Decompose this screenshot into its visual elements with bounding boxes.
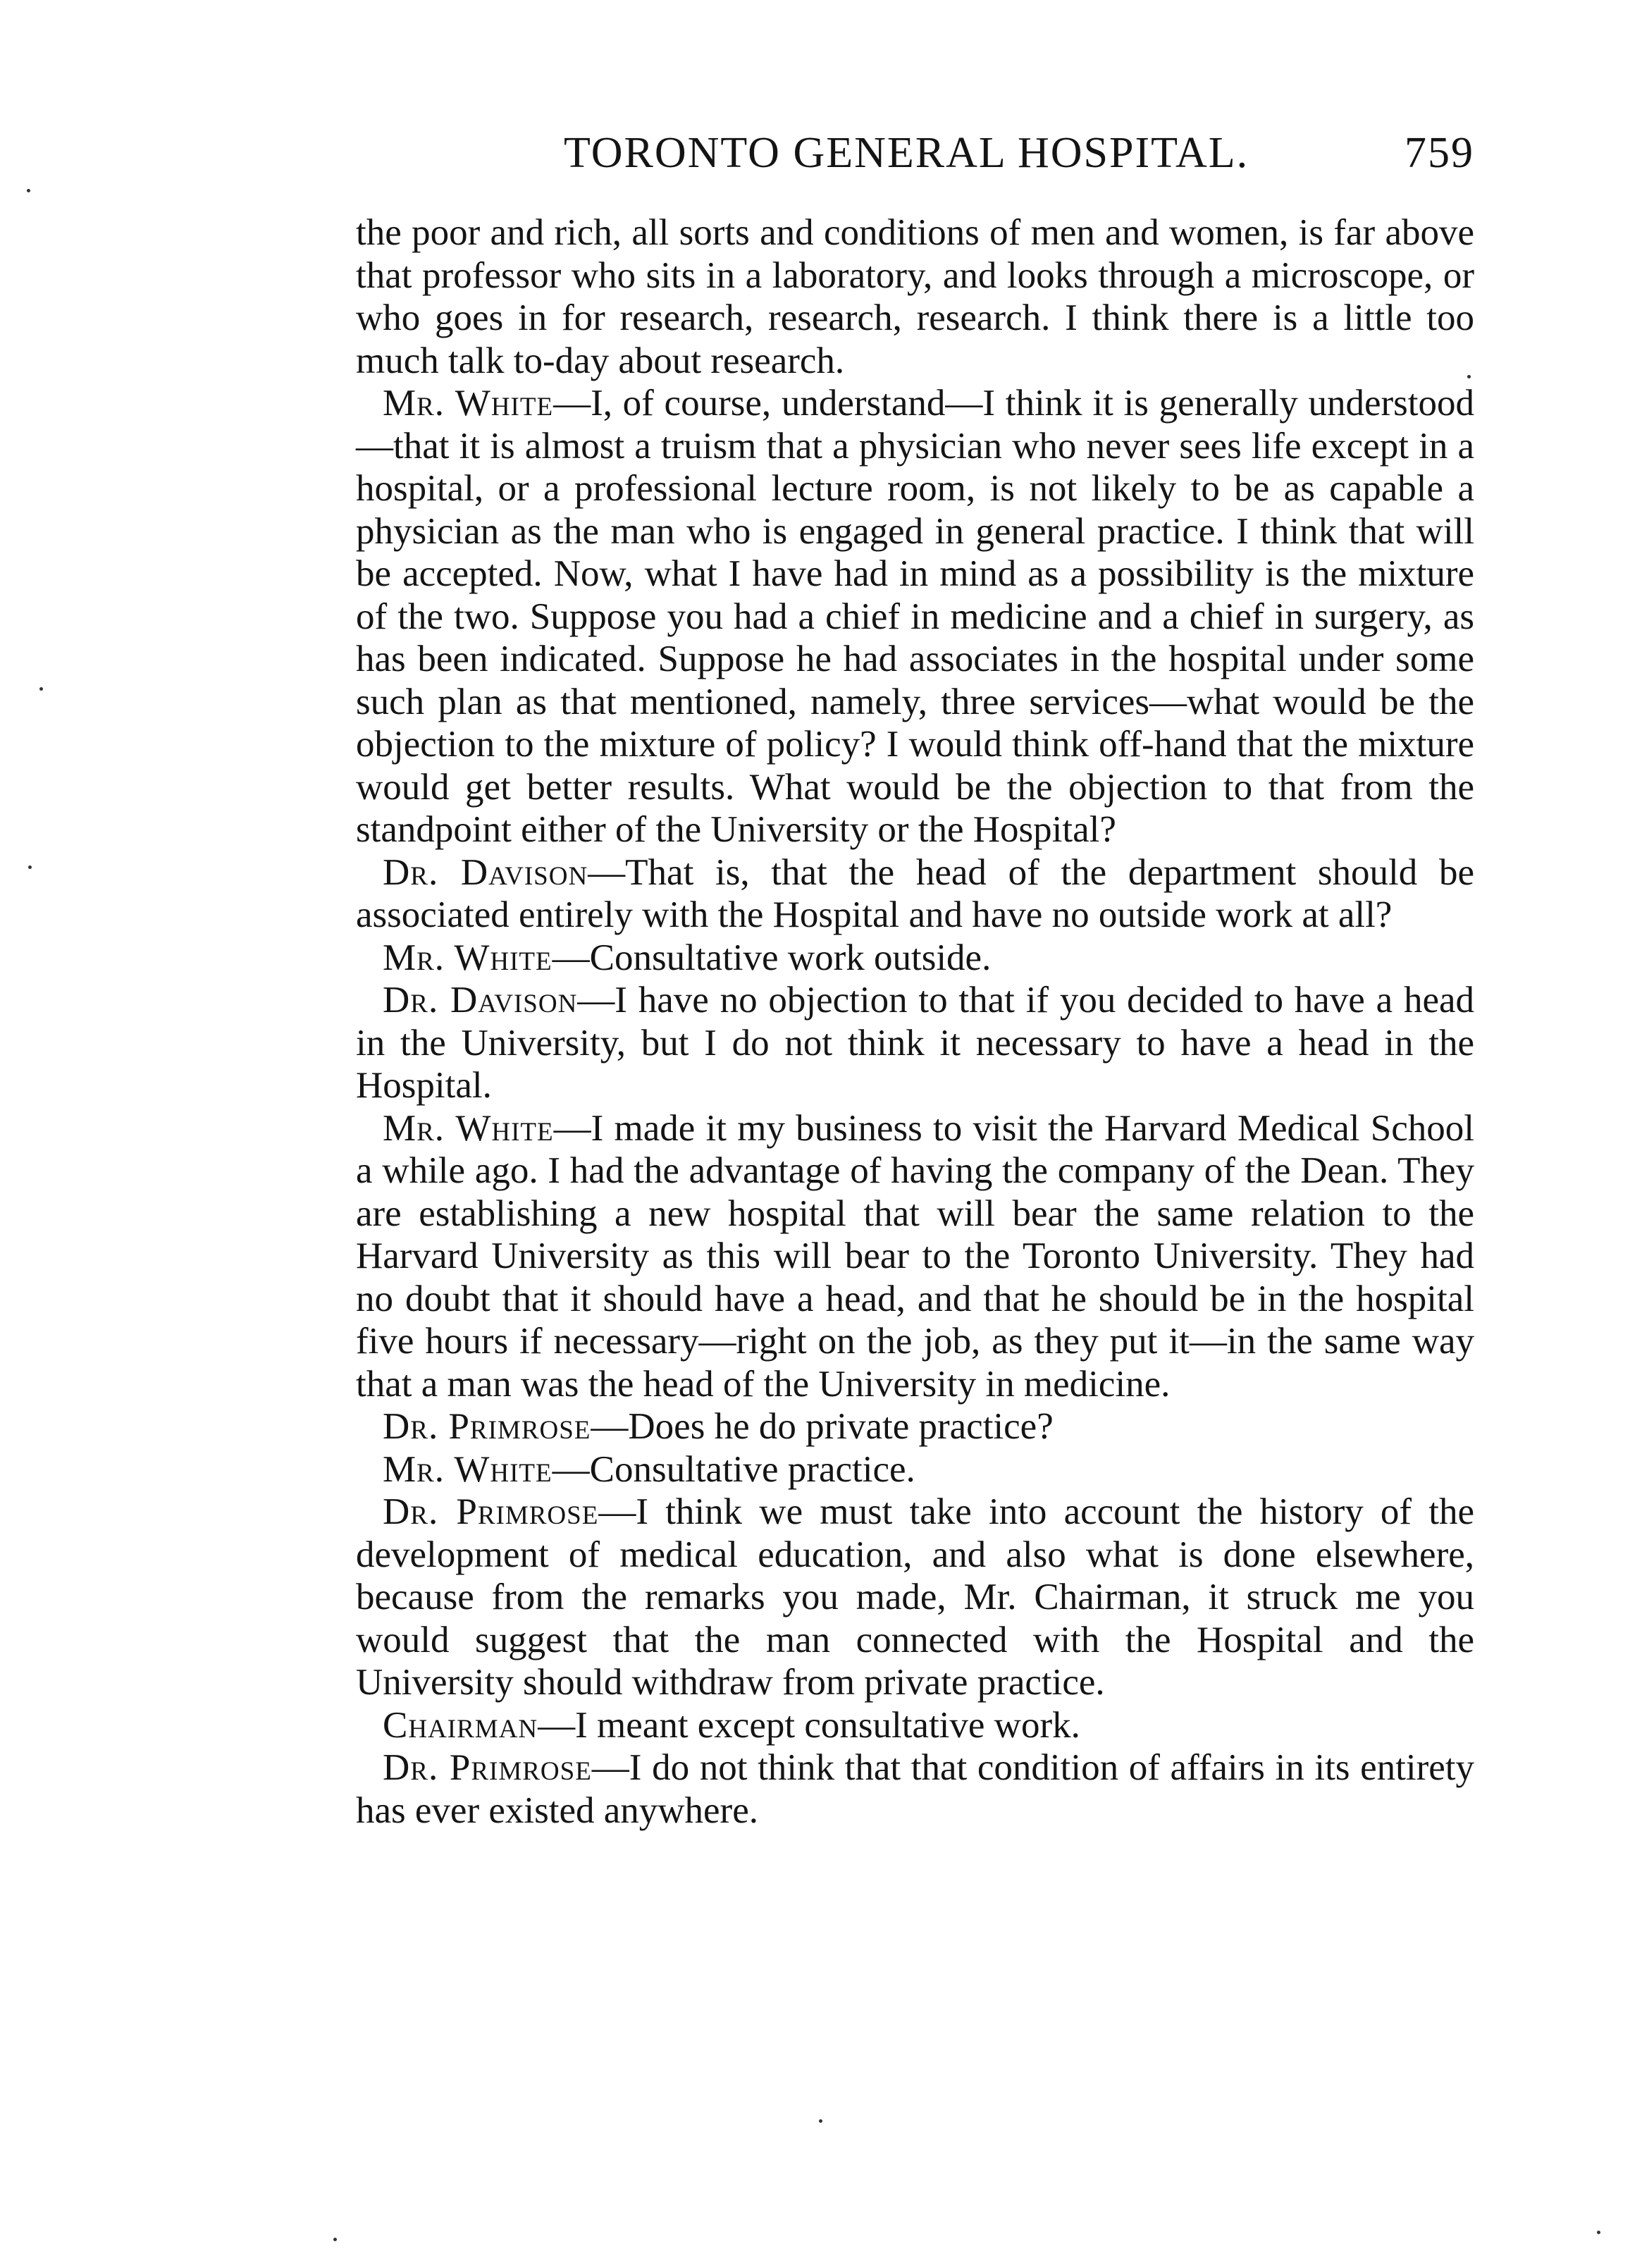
speaker-name: Mr. White (383, 937, 553, 978)
speaker-name: Dr. Primrose (383, 1747, 592, 1788)
paragraph-text: the poor and rich, all sorts and conditions of men and women, is far above that professor who sits in a laboratory, and looks through a microscope, or who goes in for research, research, research. I think there is a little too much talk to-day about research. (356, 212, 1474, 381)
speaker-name: Dr. Davison (383, 851, 588, 893)
paragraph-mr-white (356, 937, 1474, 980)
scan-speck (27, 189, 30, 192)
paragraph-text: —I think we must take into account the history of the development of medical education, and also what is done elsewhere, because from the remarks you made, Mr. Chairman, it struck me you would suggest that the man connected with the Hospital and the University should withdraw from private practice. (356, 1491, 1475, 1703)
page-number: 759 (1405, 129, 1474, 177)
speaker-name: Mr. White (383, 383, 554, 424)
paragraph-mr-white (356, 1107, 1474, 1406)
paragraph-text: —Consultative practice. (552, 1448, 915, 1490)
scan-speck (819, 2119, 822, 2123)
scan-speck (333, 2238, 337, 2241)
paragraph-text: —I meant except consultative work. (538, 1704, 1080, 1746)
paragraph-mr-white (356, 1448, 1474, 1491)
speaker-name: Dr. Davison (383, 980, 578, 1021)
speaker-name: Mr. White (383, 1448, 553, 1490)
paragraph-text: —I, of course, understand—I think it is generally understood—that it is almost a truism that a physician who never sees life except in a hospital, or a professional lecture room, is not likely to be as capable a physician as the man who is engaged in general practice. I think that will be accepted. Now, what I have had in mind as a possibility is the mixture of the two. Suppose you had a chief in medicine and a chief in surgery, as has been indicated. Suppose he had associates in the hospital under some such plan as that mentioned, namely, three services—what would be the objection to the mixture of policy? I would think off-hand that the mixture would get better results. What would be the objection to that from the standpoint either of the University or the Hospital? (356, 383, 1474, 850)
scan-speck (1467, 375, 1471, 378)
scan-speck (39, 687, 43, 691)
paragraph-dr-primrose (356, 1746, 1474, 1832)
paragraph-text: —Does he do private practice? (591, 1406, 1054, 1447)
paragraph-text: —I have no objection to that if you decided to have a head in the University, but I do not think it necessary to have a head in the Hospital. (356, 980, 1474, 1106)
speaker-name: Dr. Primrose (383, 1491, 599, 1532)
paragraph-dr-davison (356, 979, 1474, 1107)
speaker-name: Dr. Primrose (383, 1406, 591, 1447)
body-text (356, 211, 1474, 1832)
paragraph-mr-white (356, 382, 1474, 851)
running-head (352, 121, 1474, 185)
paragraph-dr-primrose (356, 1405, 1474, 1448)
paragraph-text: —That is, that the head of the department should be associated entirely with the Hospital and have no outside work at all? (356, 851, 1474, 935)
paragraph-text: —I made it my business to visit the Harvard Medical School a while ago. I had the advantage of having the company of the Dean. They are establishing a new hospital that will bear the same relation to the Harvard University as this will bear to the Toronto University. They had no doubt that it should have a head, and that he should be in the hospital five hours if necessary—right on the job, as they put it—in the same way that a man was the head of the University in medicine. (356, 1107, 1474, 1405)
speaker-name: Mr. White (383, 1107, 554, 1149)
scan-speck (28, 865, 32, 869)
paragraph-text: —Consultative work outside. (552, 937, 992, 978)
paragraph-dr-primrose (356, 1491, 1474, 1704)
paragraph-dr-davison (356, 851, 1474, 937)
paragraph-continuation (356, 211, 1474, 382)
paragraph-text: —I do not think that that condition of affairs in its entirety has ever existed anywhere. (356, 1747, 1474, 1831)
paragraph-chairman (356, 1704, 1474, 1747)
scan-speck (1597, 2231, 1600, 2234)
speaker-name: Chairman (383, 1704, 538, 1746)
running-title: TORONTO GENERAL HOSPITAL. (564, 129, 1249, 177)
